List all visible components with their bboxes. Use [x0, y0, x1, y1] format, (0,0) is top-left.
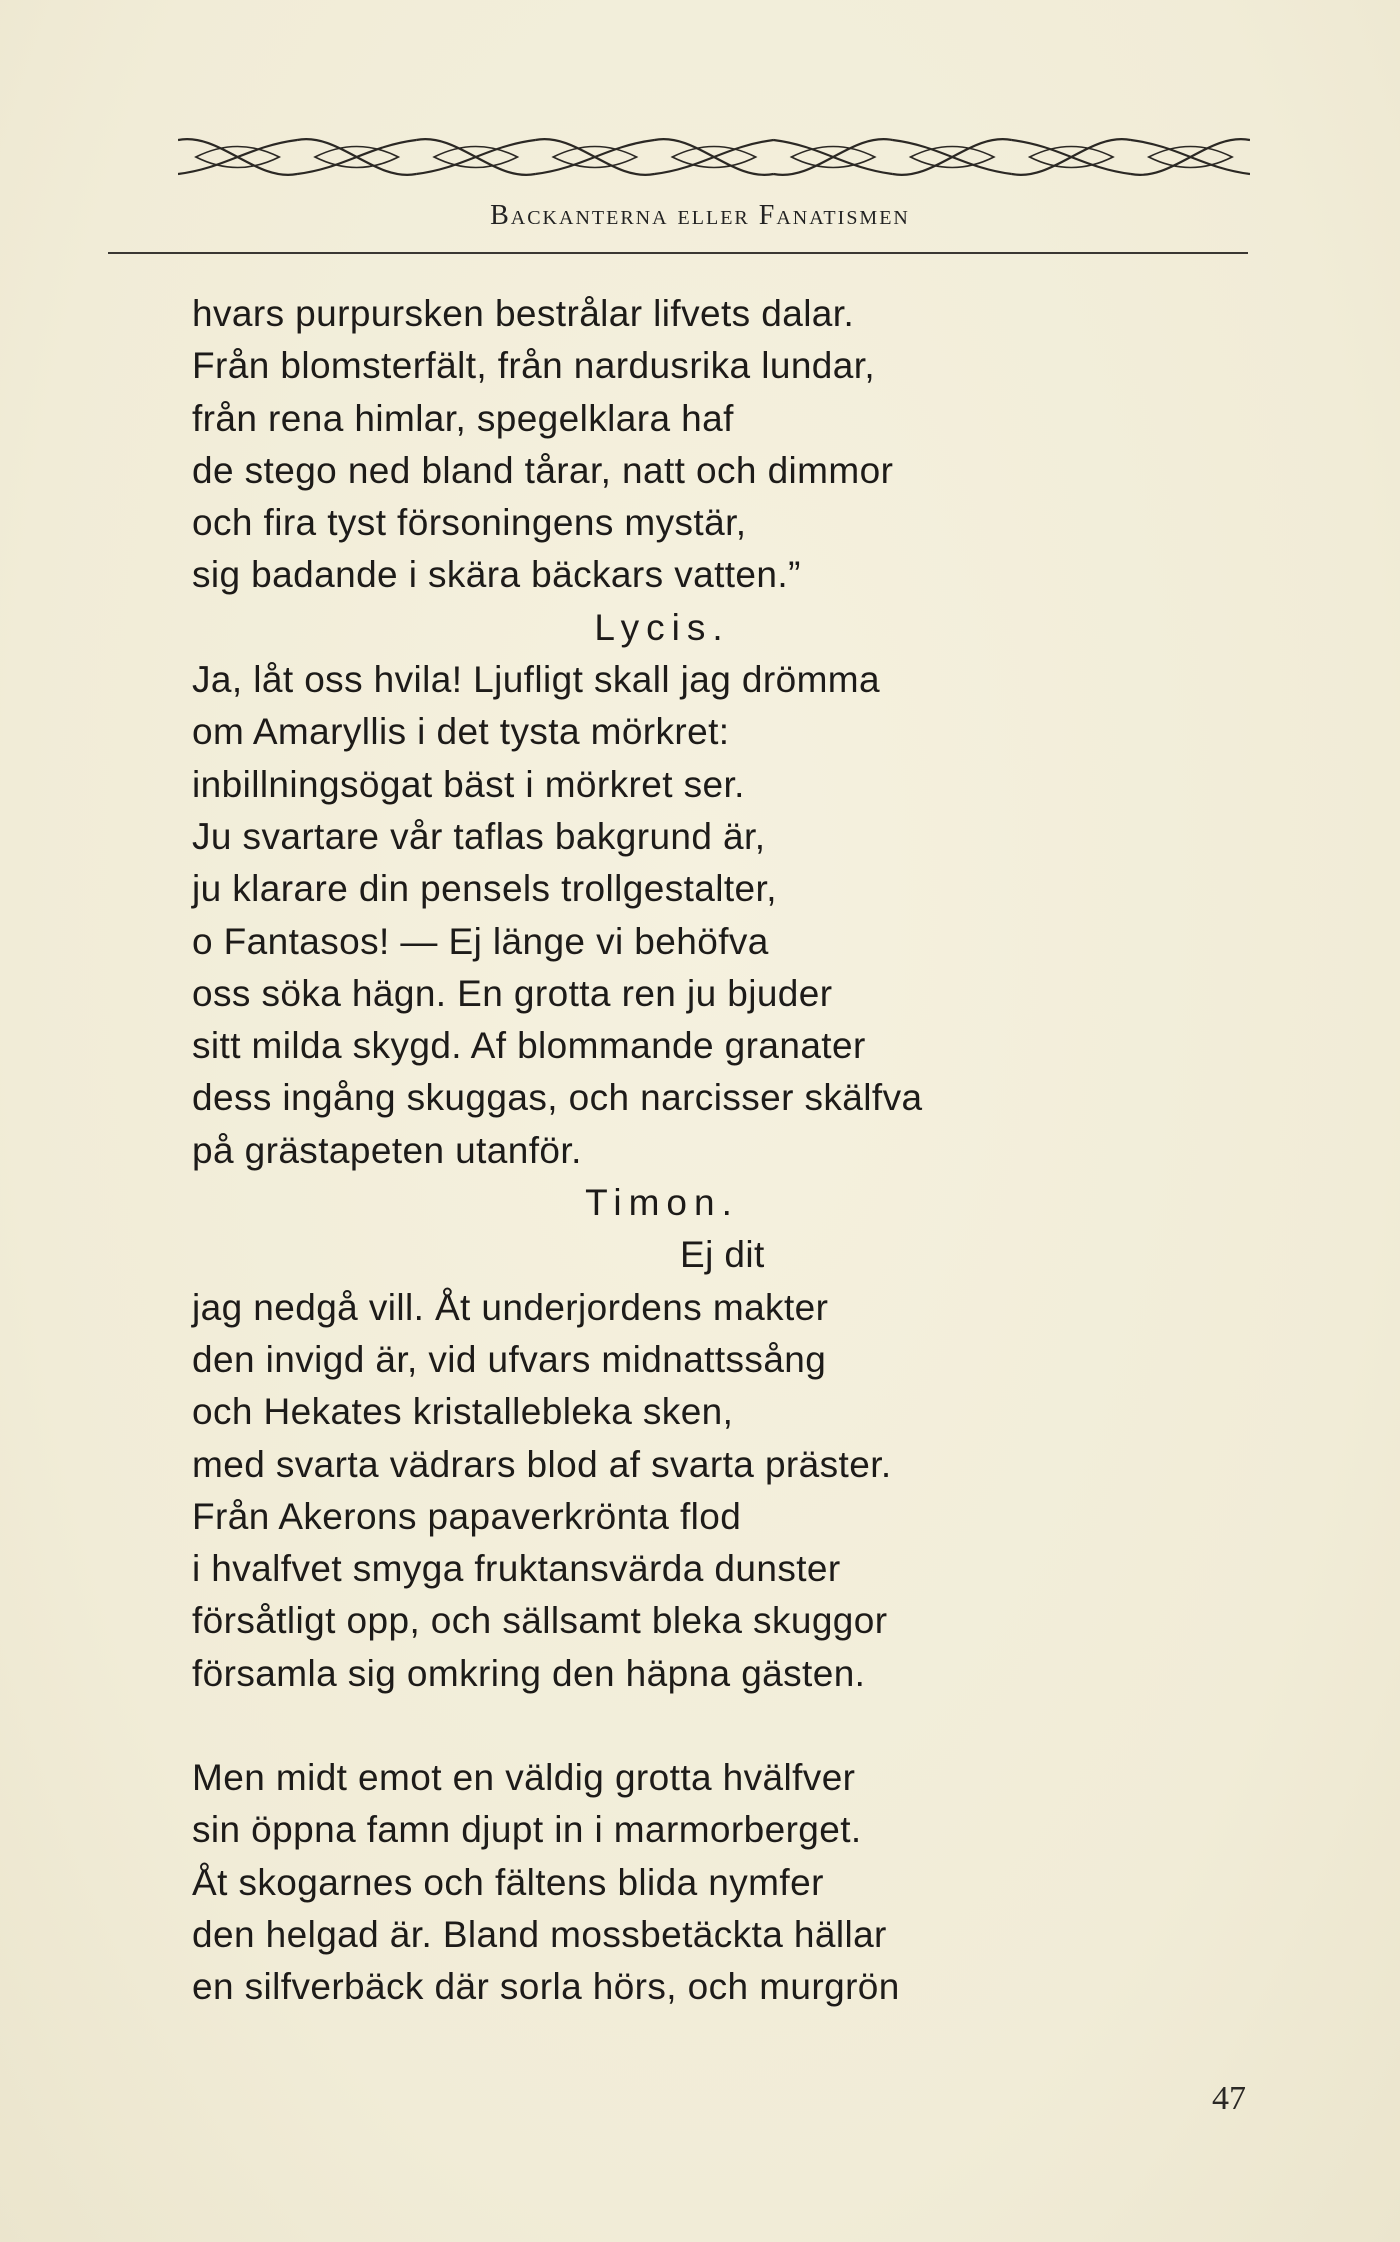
- header-rule: [108, 252, 1248, 254]
- verse-line: den helgad är. Bland mossbetäckta hällar: [192, 1913, 887, 1955]
- poem-text: [192, 288, 1192, 2014]
- verse-line: de stego ned bland tårar, natt och dimmor: [192, 449, 894, 491]
- verse-line: och Hekates kristallebleka sken,: [192, 1391, 734, 1433]
- verse-line: jag nedgå vill. Åt underjordens makter: [192, 1286, 829, 1328]
- verse-line: den invigd är, vid ufvars midnattssång: [192, 1338, 827, 1380]
- verse-line: Från blomsterfält, från nardusrika lundar,: [192, 345, 876, 387]
- verse-line: dess ingång skuggas, och narcisser skälfva: [192, 1077, 923, 1119]
- verse-group-3: [192, 1282, 1192, 1700]
- verse-line: o Fantasos! — Ej länge vi behöfva: [192, 920, 769, 962]
- verse-half-line: Ej dit: [680, 1234, 765, 1276]
- verse-group-2: [192, 654, 1192, 1177]
- verse-line: med svarta vädrars blod af svarta präster.: [192, 1443, 892, 1485]
- decorative-header-ornament: [178, 132, 1250, 182]
- verse-line: försåtligt opp, och sällsamt bleka skuggor: [192, 1600, 888, 1642]
- verse-line: sitt milda skygd. Af blommande granater: [192, 1025, 866, 1067]
- verse-line: Men midt emot en väldig grotta hvälfver: [192, 1757, 856, 1799]
- verse-line: församla sig omkring den häpna gästen.: [192, 1652, 866, 1694]
- verse-line: sig badande i skära bäckars vatten.”: [192, 554, 801, 596]
- verse-line: om Amaryllis i det tysta mörkret:: [192, 711, 730, 753]
- verse-line: oss söka hägn. En grotta ren ju bjuder: [192, 972, 833, 1014]
- verse-line: Åt skogarnes och fältens blida nymfer: [192, 1861, 824, 1903]
- speaker-name-lycis: Lycis.: [594, 606, 730, 648]
- verse-line: en silfverbäck där sorla hörs, och murgrön: [192, 1966, 900, 2008]
- running-head: Backanterna eller Fanatismen: [490, 200, 910, 231]
- verse-line: Ja, låt oss hvila! Ljufligt skall jag drömma: [192, 659, 880, 701]
- page-number: 47: [1212, 2080, 1246, 2117]
- stanza-gap: [192, 1700, 1192, 1752]
- verse-line: sin öppna famn djupt in i marmorberget.: [192, 1809, 862, 1851]
- verse-line: i hvalfvet smyga fruktansvärda dunster: [192, 1548, 841, 1590]
- verse-line: inbillningsögat bäst i mörkret ser.: [192, 763, 745, 805]
- verse-group-1: [192, 288, 1192, 602]
- verse-line: och fira tyst försoningens mystär,: [192, 502, 747, 544]
- verse-line: ju klarare din pensels trollgestalter,: [192, 868, 777, 910]
- speaker-name-timon: Timon.: [585, 1182, 739, 1224]
- verse-line: Ju svartare vår taflas bakgrund är,: [192, 815, 766, 857]
- verse-line: på grästapeten utanför.: [192, 1129, 582, 1171]
- verse-line: hvars purpursken bestrålar lifvets dalar.: [192, 293, 855, 334]
- verse-line: Från Akerons papaverkrönta flod: [192, 1495, 742, 1537]
- verse-line: från rena himlar, spegelklara haf: [192, 397, 734, 439]
- verse-group-4: [192, 1752, 1192, 2013]
